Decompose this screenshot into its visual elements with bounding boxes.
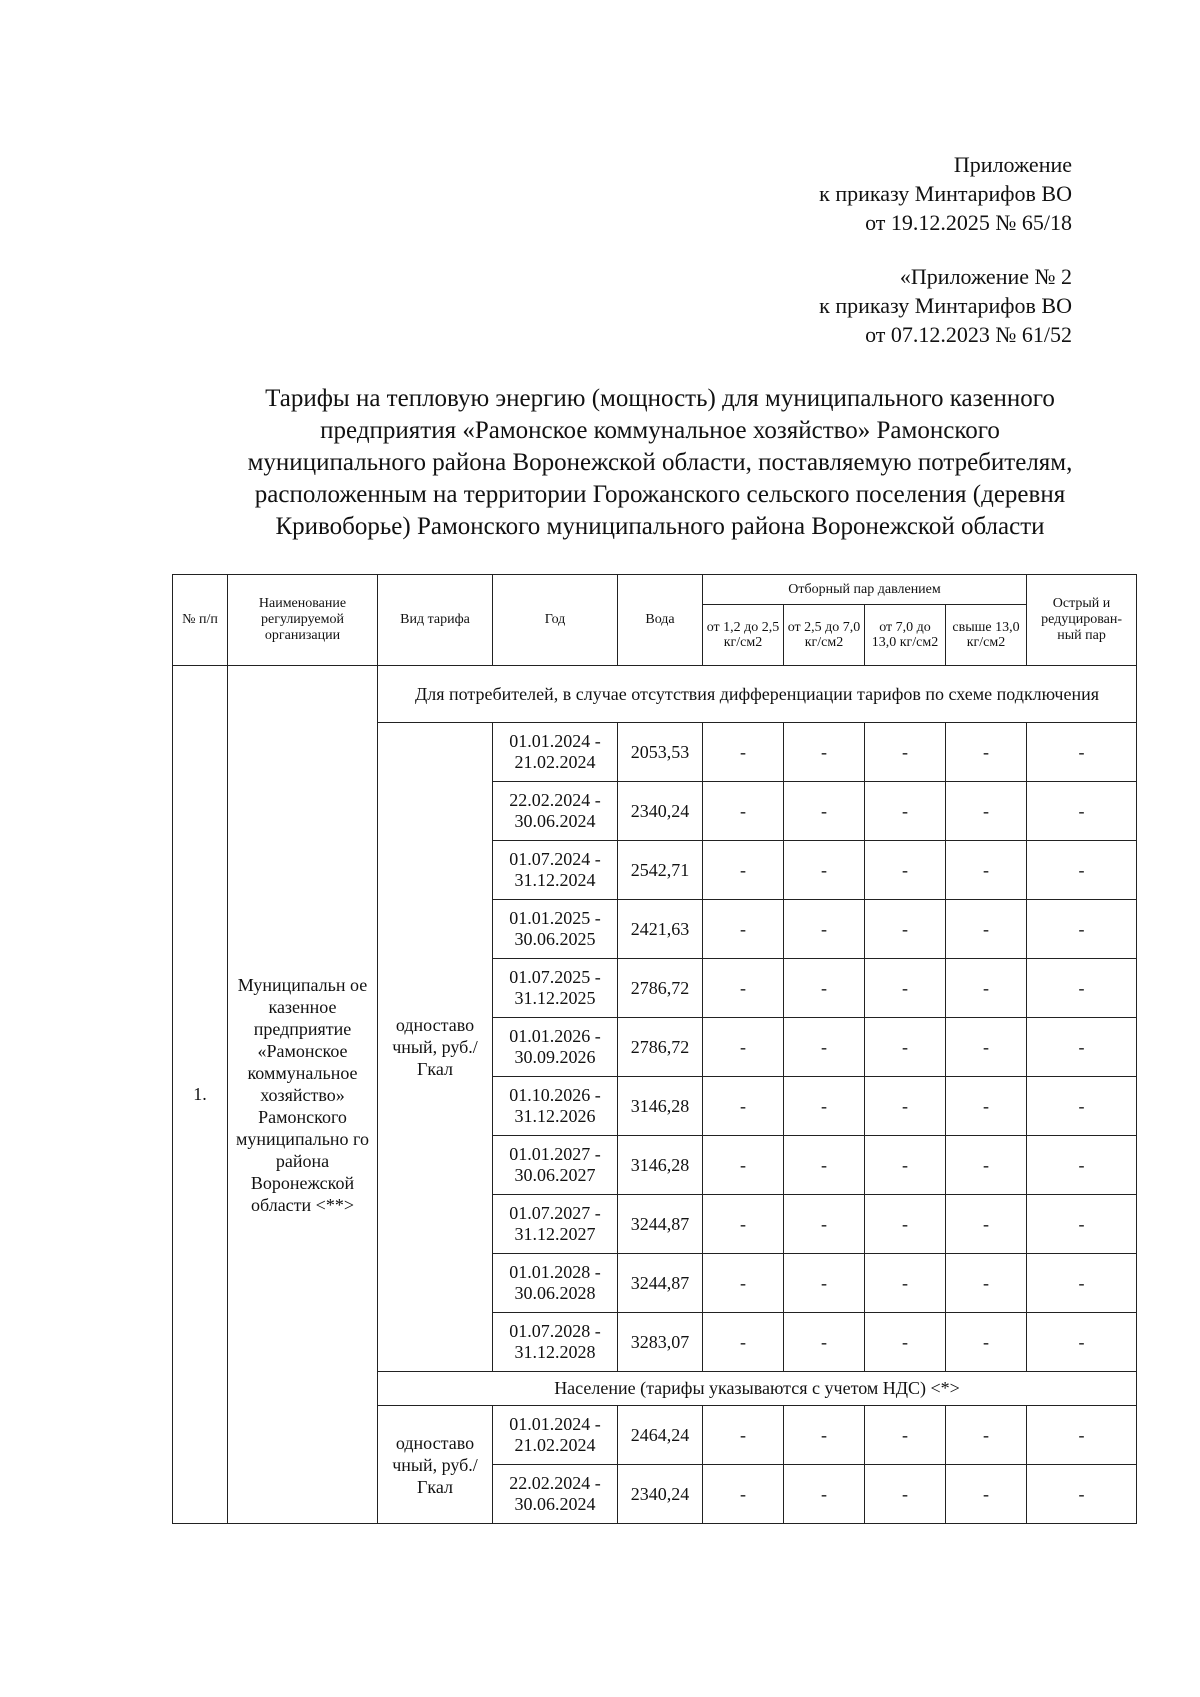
approval-line: от 19.12.2025 № 65/18 xyxy=(865,210,1072,235)
title-line: Тарифы на тепловую энергию (мощность) для муниципального казенного xyxy=(265,385,1055,412)
steam-3-cell: - xyxy=(865,1406,946,1465)
steam-1-cell: - xyxy=(703,1077,784,1136)
steam-3-cell: - xyxy=(865,1254,946,1313)
steam-1-cell: - xyxy=(703,723,784,782)
sharp-steam-cell: - xyxy=(1027,1136,1137,1195)
steam-4-cell: - xyxy=(946,1465,1027,1524)
steam-1-cell: - xyxy=(703,1313,784,1372)
water-tariff-cell: 2340,24 xyxy=(618,1465,703,1524)
approval-line: «Приложение № 2 xyxy=(899,264,1072,289)
approval-line: к приказу Минтарифов ВО xyxy=(819,293,1072,318)
steam-1-cell: - xyxy=(703,1254,784,1313)
section-header-population: Население (тарифы указываются с учетом НДС) <*> xyxy=(378,1372,1137,1406)
header-org: Наименование регулируемой организации xyxy=(228,575,378,666)
title-line: предприятия «Рамонское коммунальное хозяйство» Рамонского xyxy=(320,417,1000,444)
approval-line: Приложение xyxy=(953,152,1072,177)
tariff-type: одноставо чный, руб./Гкал xyxy=(378,1406,493,1524)
steam-3-cell: - xyxy=(865,900,946,959)
steam-2-cell: - xyxy=(784,1254,865,1313)
steam-1-cell: - xyxy=(703,900,784,959)
sharp-steam-cell: - xyxy=(1027,1313,1137,1372)
steam-2-cell: - xyxy=(784,1465,865,1524)
steam-2-cell: - xyxy=(784,959,865,1018)
period-cell: 01.07.2028 - 31.12.2028 xyxy=(493,1313,618,1372)
period-cell: 01.01.2027 - 30.06.2027 xyxy=(493,1136,618,1195)
period-cell: 01.10.2026 - 31.12.2026 xyxy=(493,1077,618,1136)
header-water: Вода xyxy=(618,575,703,666)
row-number: 1. xyxy=(173,666,228,1524)
water-tariff-cell: 3283,07 xyxy=(618,1313,703,1372)
water-tariff-cell: 2421,63 xyxy=(618,900,703,959)
steam-3-cell: - xyxy=(865,1465,946,1524)
water-tariff-cell: 2786,72 xyxy=(618,959,703,1018)
water-tariff-cell: 2786,72 xyxy=(618,1018,703,1077)
steam-1-cell: - xyxy=(703,782,784,841)
steam-1-cell: - xyxy=(703,1465,784,1524)
header-steam-2: от 2,5 до 7,0 кг/см2 xyxy=(784,605,865,666)
steam-4-cell: - xyxy=(946,900,1027,959)
steam-4-cell: - xyxy=(946,1195,1027,1254)
steam-4-cell: - xyxy=(946,1254,1027,1313)
header-tariff-type: Вид тарифа xyxy=(378,575,493,666)
tariff-table xyxy=(172,574,1137,1524)
steam-4-cell: - xyxy=(946,723,1027,782)
steam-3-cell: - xyxy=(865,1077,946,1136)
header-steam-4: свыше 13,0 кг/см2 xyxy=(946,605,1027,666)
steam-2-cell: - xyxy=(784,900,865,959)
steam-1-cell: - xyxy=(703,1018,784,1077)
sharp-steam-cell: - xyxy=(1027,959,1137,1018)
steam-2-cell: - xyxy=(784,1077,865,1136)
steam-4-cell: - xyxy=(946,959,1027,1018)
steam-4-cell: - xyxy=(946,782,1027,841)
sharp-steam-cell: - xyxy=(1027,1018,1137,1077)
period-cell: 01.07.2025 - 31.12.2025 xyxy=(493,959,618,1018)
sharp-steam-cell: - xyxy=(1027,841,1137,900)
steam-4-cell: - xyxy=(946,841,1027,900)
steam-4-cell: - xyxy=(946,1313,1027,1372)
water-tariff-cell: 2542,71 xyxy=(618,841,703,900)
water-tariff-cell: 3146,28 xyxy=(618,1136,703,1195)
sharp-steam-cell: - xyxy=(1027,900,1137,959)
period-cell: 22.02.2024 - 30.06.2024 xyxy=(493,1465,618,1524)
steam-3-cell: - xyxy=(865,1018,946,1077)
water-tariff-cell: 2340,24 xyxy=(618,782,703,841)
header-steam-3: от 7,0 до 13,0 кг/см2 xyxy=(865,605,946,666)
approval-block-original xyxy=(819,262,1072,349)
steam-3-cell: - xyxy=(865,1136,946,1195)
water-tariff-cell: 2464,24 xyxy=(618,1406,703,1465)
period-cell: 01.01.2026 - 30.09.2026 xyxy=(493,1018,618,1077)
period-cell: 01.07.2027 - 31.12.2027 xyxy=(493,1195,618,1254)
steam-3-cell: - xyxy=(865,841,946,900)
approval-block-current xyxy=(819,150,1072,237)
approval-line: от 07.12.2023 № 61/52 xyxy=(865,322,1072,347)
organization-name: Муниципальн ое казенное предприятие «Рамонское коммунальное хозяйство» Рамонского муниципально го района Воронежской области <**> xyxy=(228,666,378,1524)
steam-2-cell: - xyxy=(784,1136,865,1195)
document-title xyxy=(170,383,1150,543)
steam-4-cell: - xyxy=(946,1077,1027,1136)
section-header-consumers: Для потребителей, в случае отсутствия дифференциации тарифов по схеме подключения xyxy=(378,666,1137,723)
steam-4-cell: - xyxy=(946,1136,1027,1195)
steam-1-cell: - xyxy=(703,1406,784,1465)
steam-2-cell: - xyxy=(784,1313,865,1372)
steam-2-cell: - xyxy=(784,1406,865,1465)
title-line: муниципального района Воронежской области, поставляемую потребителям, xyxy=(247,449,1073,476)
period-cell: 01.01.2024 - 21.02.2024 xyxy=(493,723,618,782)
header-year: Год xyxy=(493,575,618,666)
sharp-steam-cell: - xyxy=(1027,723,1137,782)
steam-1-cell: - xyxy=(703,841,784,900)
steam-1-cell: - xyxy=(703,1136,784,1195)
header-num: № п/п xyxy=(173,575,228,666)
steam-3-cell: - xyxy=(865,1313,946,1372)
tariff-type: одноставо чный, руб./Гкал xyxy=(378,723,493,1372)
period-cell: 01.01.2024 - 21.02.2024 xyxy=(493,1406,618,1465)
water-tariff-cell: 2053,53 xyxy=(618,723,703,782)
sharp-steam-cell: - xyxy=(1027,1465,1137,1524)
steam-2-cell: - xyxy=(784,723,865,782)
sharp-steam-cell: - xyxy=(1027,1077,1137,1136)
water-tariff-cell: 3244,87 xyxy=(618,1195,703,1254)
sharp-steam-cell: - xyxy=(1027,1254,1137,1313)
header-sharp-steam: Острый и редуцирован-ный пар xyxy=(1027,575,1137,666)
steam-3-cell: - xyxy=(865,1195,946,1254)
sharp-steam-cell: - xyxy=(1027,1406,1137,1465)
title-line: расположенным на территории Горожанского сельского поселения (деревня xyxy=(254,481,1066,508)
header-steam-group: Отборный пар давлением xyxy=(703,575,1027,605)
steam-4-cell: - xyxy=(946,1406,1027,1465)
header-steam-1: от 1,2 до 2,5 кг/см2 xyxy=(703,605,784,666)
sharp-steam-cell: - xyxy=(1027,782,1137,841)
steam-3-cell: - xyxy=(865,959,946,1018)
water-tariff-cell: 3146,28 xyxy=(618,1077,703,1136)
steam-1-cell: - xyxy=(703,959,784,1018)
sharp-steam-cell: - xyxy=(1027,1195,1137,1254)
steam-3-cell: - xyxy=(865,782,946,841)
water-tariff-cell: 3244,87 xyxy=(618,1254,703,1313)
period-cell: 01.01.2028 - 30.06.2028 xyxy=(493,1254,618,1313)
steam-1-cell: - xyxy=(703,1195,784,1254)
steam-3-cell: - xyxy=(865,723,946,782)
steam-2-cell: - xyxy=(784,1195,865,1254)
approval-line: к приказу Минтарифов ВО xyxy=(819,181,1072,206)
steam-2-cell: - xyxy=(784,841,865,900)
steam-2-cell: - xyxy=(784,782,865,841)
title-line: Кривоборье) Рамонского муниципального района Воронежской области xyxy=(275,513,1045,540)
period-cell: 01.01.2025 - 30.06.2025 xyxy=(493,900,618,959)
period-cell: 01.07.2024 - 31.12.2024 xyxy=(493,841,618,900)
period-cell: 22.02.2024 - 30.06.2024 xyxy=(493,782,618,841)
steam-4-cell: - xyxy=(946,1018,1027,1077)
steam-2-cell: - xyxy=(784,1018,865,1077)
